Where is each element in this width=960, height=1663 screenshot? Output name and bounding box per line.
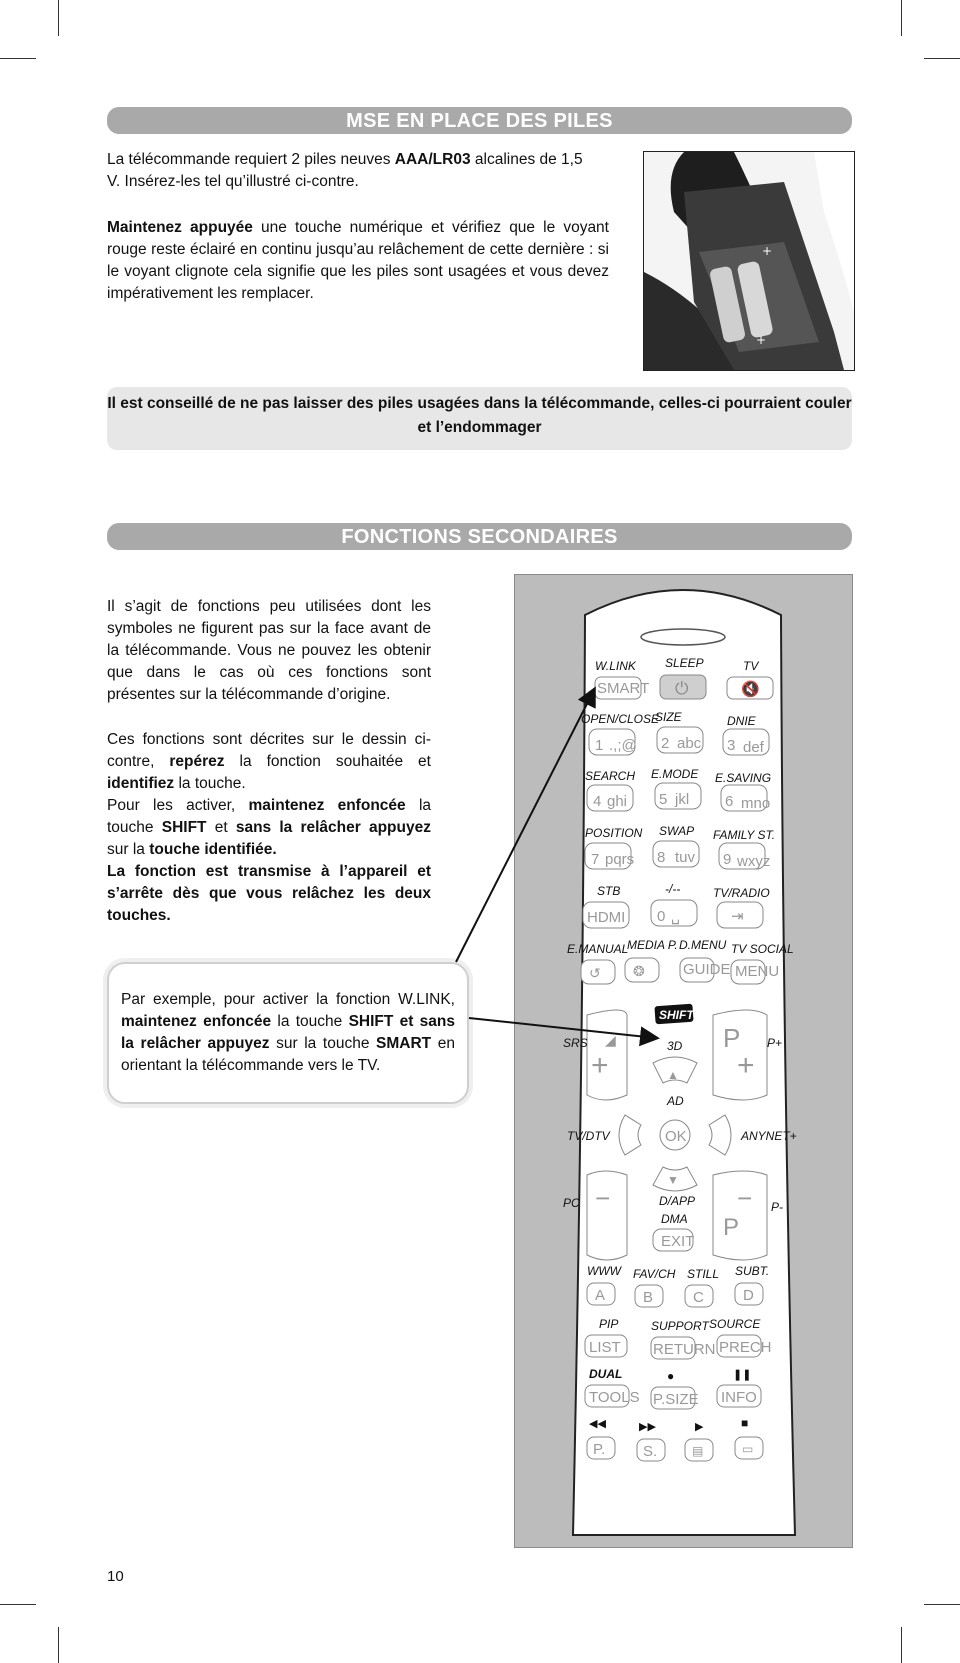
space-icon: ␣	[671, 908, 680, 924]
example-box: Par exemple, pour activer la fonction W.LINK, maintenez enfoncée la touche SHIFT et sans la relâcher appuyez sur la touche SMART en orientant la télécommande vers le TV.	[107, 962, 469, 1104]
svg-text:0: 0	[657, 908, 666, 925]
play-icon: ▶	[695, 1421, 704, 1433]
svg-text:4: 4	[593, 793, 602, 810]
svg-text:B: B	[643, 1289, 654, 1306]
down-arrow-icon: ▼	[667, 1173, 679, 1187]
svg-text:P.SIZE: P.SIZE	[653, 1391, 699, 1408]
arrow-to-smart	[456, 690, 594, 962]
svg-text:8: 8	[657, 849, 666, 866]
svg-text:3: 3	[727, 737, 736, 754]
svg-text:mno: mno	[741, 795, 771, 812]
battery-warning: Il est conseillé de ne pas laisser des piles usagées dans la télécommande, celles-ci pourraient couler et l’endommager	[107, 387, 852, 450]
svg-text:+: +	[756, 333, 767, 347]
refresh-icon: ↺	[589, 965, 601, 981]
label-tvdtv: TV/DTV	[567, 1129, 610, 1143]
label-esaving: E.SAVING	[715, 771, 772, 785]
label-mediap: MEDIA P.	[627, 938, 678, 952]
label-pminus: P-	[771, 1200, 783, 1214]
svg-text:wxyz: wxyz	[737, 853, 771, 870]
svg-text:P.: P.	[593, 1441, 606, 1458]
label-wlink: W.LINK	[595, 659, 636, 673]
arrow-to-shift	[469, 1018, 656, 1038]
label-ad: AD	[667, 1094, 684, 1108]
pause-icon: ❚❚	[733, 1369, 752, 1381]
minus-icon: −	[595, 1183, 611, 1213]
mute-icon: 🔇	[741, 681, 760, 698]
label-dapp: D/APP	[659, 1194, 696, 1208]
plus-icon: +	[591, 1049, 609, 1082]
svg-text:GUIDE: GUIDE	[683, 961, 731, 978]
svg-text:SMART: SMART	[597, 680, 650, 697]
label-dma: DMA	[661, 1212, 688, 1226]
intro-text: La télécommande requiert 2 piles neuves AAA/LR03 alcalines de 1,5 V. Insérez-les tel qu’illustré ci-contre.	[107, 151, 583, 190]
svg-text:pqrs: pqrs	[605, 851, 635, 868]
svg-text:EXIT: EXIT	[661, 1233, 695, 1250]
svg-text:TOOLS: TOOLS	[589, 1389, 640, 1406]
svg-text:MENU: MENU	[735, 963, 780, 980]
media-icon: ❂	[633, 963, 645, 979]
label-dnie: DNIE	[727, 714, 756, 728]
page-number: 10	[107, 1568, 124, 1585]
battery-instructions: Maintenez appuyée une touche numérique et vérifiez que le voyant rouge reste éclairé en continu jusqu’au relâchement de cette dernière : si le voyant clignote cela signifie que les piles sont usagées et vous devez impérativement les remplacer.	[107, 219, 609, 302]
label-favch: FAV/CH	[633, 1267, 676, 1281]
label-3d: 3D	[667, 1039, 683, 1053]
svg-text:2: 2	[661, 735, 670, 752]
label-dash: -/--	[665, 882, 681, 896]
label-search: SEARCH	[585, 769, 636, 783]
label-tvsocial: TV SOCIAL	[731, 942, 794, 956]
stop-icon: ■	[741, 1416, 749, 1430]
label-www: WWW	[587, 1264, 621, 1278]
svg-text:D: D	[743, 1287, 754, 1304]
svg-text:9: 9	[723, 851, 732, 868]
minus-icon: −	[737, 1183, 753, 1213]
label-pip: PIP	[599, 1317, 619, 1331]
section-title-fonctions: FONCTIONS SECONDAIRES	[107, 523, 852, 550]
label-position: POSITION	[585, 826, 643, 840]
label-pplus: P+	[767, 1036, 783, 1050]
screen-icon: ▭	[742, 1442, 754, 1456]
svg-text:5: 5	[659, 791, 668, 808]
svg-text:1: 1	[595, 737, 604, 754]
label-subt: SUBT.	[735, 1264, 770, 1278]
svg-text:PRECH: PRECH	[719, 1339, 772, 1356]
svg-text:INFO: INFO	[721, 1389, 757, 1406]
rewind-icon: ◀◀	[589, 1418, 606, 1430]
svg-text:7: 7	[591, 851, 600, 868]
label-still: STILL	[687, 1267, 720, 1281]
label-tvradio: TV/RADIO	[713, 886, 770, 900]
label-source: SOURCE	[709, 1317, 761, 1331]
label-emanual: E.MANUAL	[567, 942, 629, 956]
svg-text:HDMI: HDMI	[587, 909, 626, 926]
svg-text:C: C	[693, 1289, 704, 1306]
label-size: SIZE	[655, 710, 682, 724]
label-pc: PC	[563, 1196, 580, 1210]
label-tv: TV	[743, 659, 759, 673]
svg-text:SHIFT: SHIFT	[659, 1008, 694, 1022]
svg-text:LIST: LIST	[589, 1339, 621, 1356]
label-srs: SRS	[563, 1036, 588, 1050]
svg-text:6: 6	[725, 793, 734, 810]
record-icon: ●	[667, 1369, 675, 1383]
svg-text:ghi: ghi	[607, 793, 628, 810]
label-anynet: ANYNET+	[741, 1129, 797, 1143]
plus-icon: +	[737, 1049, 755, 1082]
label-open-close: OPEN/CLOSE	[581, 712, 660, 726]
secondary-instructions: Ces fonctions sont décrites sur le dessin ci-contre, repérez la fonction souhaitée et identifiez la touche. Pour les activer, maintenez enfoncée la touche SHIFT et sans la relâcher appuyez sur la touche identifiée. La fonction est transmise à l’appareil et s’arrête dès que vous relâchez les deux touches.	[107, 731, 432, 924]
label-sleep: SLEEP	[665, 656, 704, 670]
svg-text:jkl: jkl	[675, 791, 690, 808]
label-dmenu: D.MENU	[679, 938, 727, 952]
p-letter-lower: P	[723, 1214, 740, 1241]
svg-text:tuv: tuv	[675, 849, 696, 866]
input-icon: ⇥	[731, 908, 744, 925]
label-family: FAMILY ST.	[713, 828, 776, 842]
up-arrow-icon: ▲	[667, 1068, 679, 1082]
label-emode: E.MODE	[651, 767, 699, 781]
section-title-piles: MSE EN PLACE DES PILES	[107, 107, 852, 134]
secondary-intro: Il s’agit de fonctions peu utilisées dont les symboles ne figurent pas sur la face avant de la télécommande. Vous ne pouvez les obtenir que dans le cas où ces fonctions sont présentes sur la télécommande d’origine.	[107, 598, 431, 703]
label-stb: STB	[597, 884, 621, 898]
teletext-icon: ▤	[692, 1444, 704, 1458]
svg-text:+: +	[762, 244, 773, 258]
label-support: SUPPORT	[651, 1319, 709, 1333]
svg-text:A: A	[595, 1287, 606, 1304]
label-dual: DUAL	[589, 1367, 623, 1381]
power-icon: ⏻	[675, 679, 689, 698]
volume-icon: ◢	[605, 1032, 616, 1048]
label-swap: SWAP	[659, 824, 695, 838]
svg-text:abc: abc	[677, 735, 702, 752]
svg-text:S.: S.	[643, 1443, 658, 1460]
fast-forward-icon: ▶▶	[639, 1421, 656, 1433]
svg-text:.,;@: .,;@	[609, 737, 637, 754]
svg-text:RETURN: RETURN	[653, 1341, 716, 1358]
svg-text:def: def	[743, 739, 764, 756]
svg-text:P: P	[723, 1023, 741, 1053]
svg-text:OK: OK	[665, 1128, 687, 1145]
